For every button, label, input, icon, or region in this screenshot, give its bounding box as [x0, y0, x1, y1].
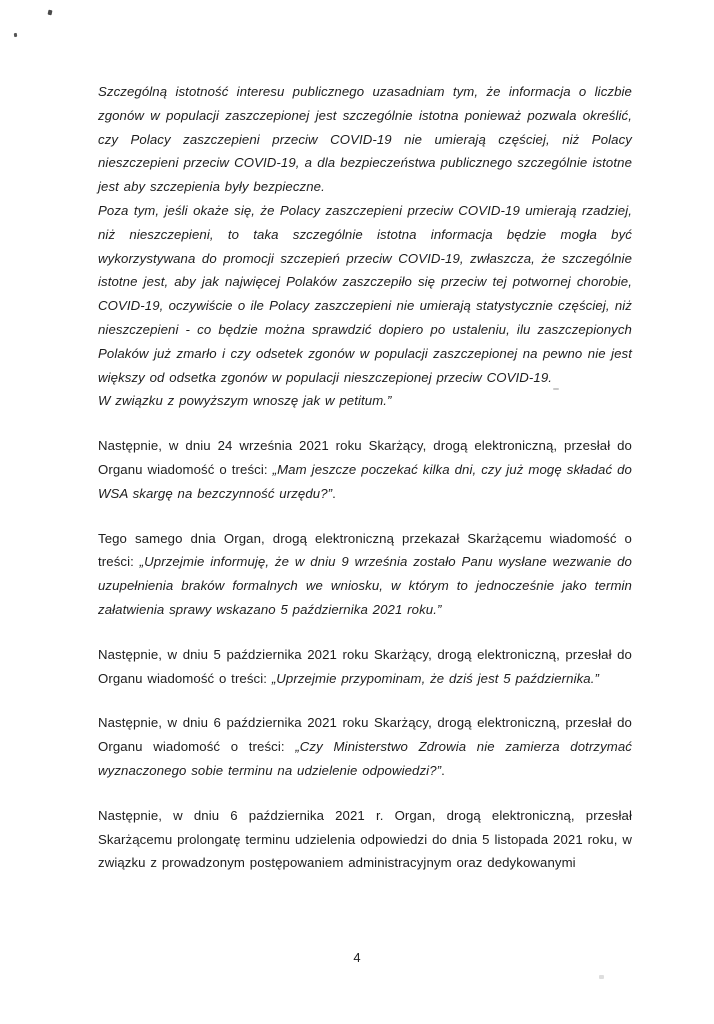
- narrative-text: Następnie, w dniu 6 października 2021 r. Organ, drogą elektroniczną, przesłał Skarżącemu prolongatę terminu udzielenia odpowiedzi do dnia 5 listopada 2021 roku, w związku z prowadzonym postępowaniem administracyjnym oraz dedykowanymi: [98, 807, 632, 871]
- narrative-text: .: [441, 762, 445, 778]
- narrative-paragraph-2: [98, 527, 632, 622]
- quote-paragraph-2: [98, 199, 632, 389]
- narrative-text: Następnie, w dniu 6 października 2021 roku Skarżący, drogą elektroniczną, przesłał do Organu wiadomość o treści:: [98, 715, 632, 755]
- quote-text: Szczególną istotność interesu publicznego uzasadniam tym, że informacja o liczbie zgonów w populacji zaszczepionej jest szczególnie istotna ponieważ pozwala określić, czy Polacy zaszczepieni przeciw COVID-19 nie umierają częściej, niż Polacy nieszczepieni przeciw COVID-19, a dla bezpieczeństwa publicznego szczególnie istotne jest aby szczepienia były bezpieczne.: [98, 84, 632, 195]
- narrative-paragraph-5: [98, 804, 632, 875]
- quote-text: „Uprzejmie przypominam, że dziś jest 5 października.”: [271, 670, 599, 686]
- narrative-text: Tego samego dnia Organ, drogą elektroniczną przekazał Skarżącemu wiadomość o treści:: [98, 530, 632, 570]
- quote-paragraph-3: [98, 389, 632, 413]
- narrative-text: Następnie, w dniu 5 października 2021 roku Skarżący, drogą elektroniczną, przesłał do Organu wiadomość o treści:: [98, 646, 632, 686]
- narrative-paragraph-4: [98, 711, 632, 782]
- narrative-paragraph-3: [98, 643, 632, 691]
- scan-speck: [14, 33, 18, 37]
- narrative-text: Następnie, w dniu 24 września 2021 roku Skarżący, drogą elektroniczną, przesłał do Organu wiadomość o treści:: [98, 438, 632, 477]
- quote-text: „Czy Ministerstwo Zdrowia nie zamierza dotrzymać wyznaczonego sobie terminu na udzielenie odpowiedzi?”: [98, 739, 633, 778]
- page-number: 4: [353, 950, 361, 965]
- quote-text: Poza tym, jeśli okaże się, że Polacy zaszczepieni przeciw COVID-19 umierają rzadziej, niż nieszczepieni, to taka szczególnie istotna informacja będzie mogła być wykorzystywana do promocji szczepień przeciw COVID-19, zwłaszcza, że szczególnie istotne jest, aby jak najwięcej Polaków zaszczepiło się przeciw tej potwornej chorobie, COVID-19, oczywiście o ile Polacy zaszczepieni nie umierają statystycznie częściej, niż nieszczepieni - co będzie można sprawdzić dopiero po ustaleniu, ilu zaszczepionych Polaków już zmarło i czy odsetek zgonów w populacji zaszczepionej na pewno nie jest większy od odsetka zgonów w populacji nieszczepionej przeciw COVID-19.: [98, 202, 632, 385]
- quote-paragraph-1: [98, 80, 632, 199]
- narrative-text: .: [332, 485, 336, 501]
- scan-speck: [48, 10, 53, 16]
- quote-text: W związku z powyższym wnoszę jak w petitum.”: [98, 393, 392, 409]
- scan-speck: [599, 975, 604, 979]
- quote-text: „Uprzejmie informuję, że w dniu 9 września zostało Panu wysłane wezwanie do uzupełnienia braków formalnych we wniosku, w którym to jednocześnie jako termin załatwienia sprawy wskazano 5 października 2021 roku.”: [98, 554, 632, 617]
- narrative-paragraph-1: [98, 434, 632, 505]
- page-body: [98, 80, 632, 875]
- quote-text: „Mam jeszcze poczekać kilka dni, czy już mogę składać do WSA skargę na bezczynność urzędu?”: [98, 461, 632, 501]
